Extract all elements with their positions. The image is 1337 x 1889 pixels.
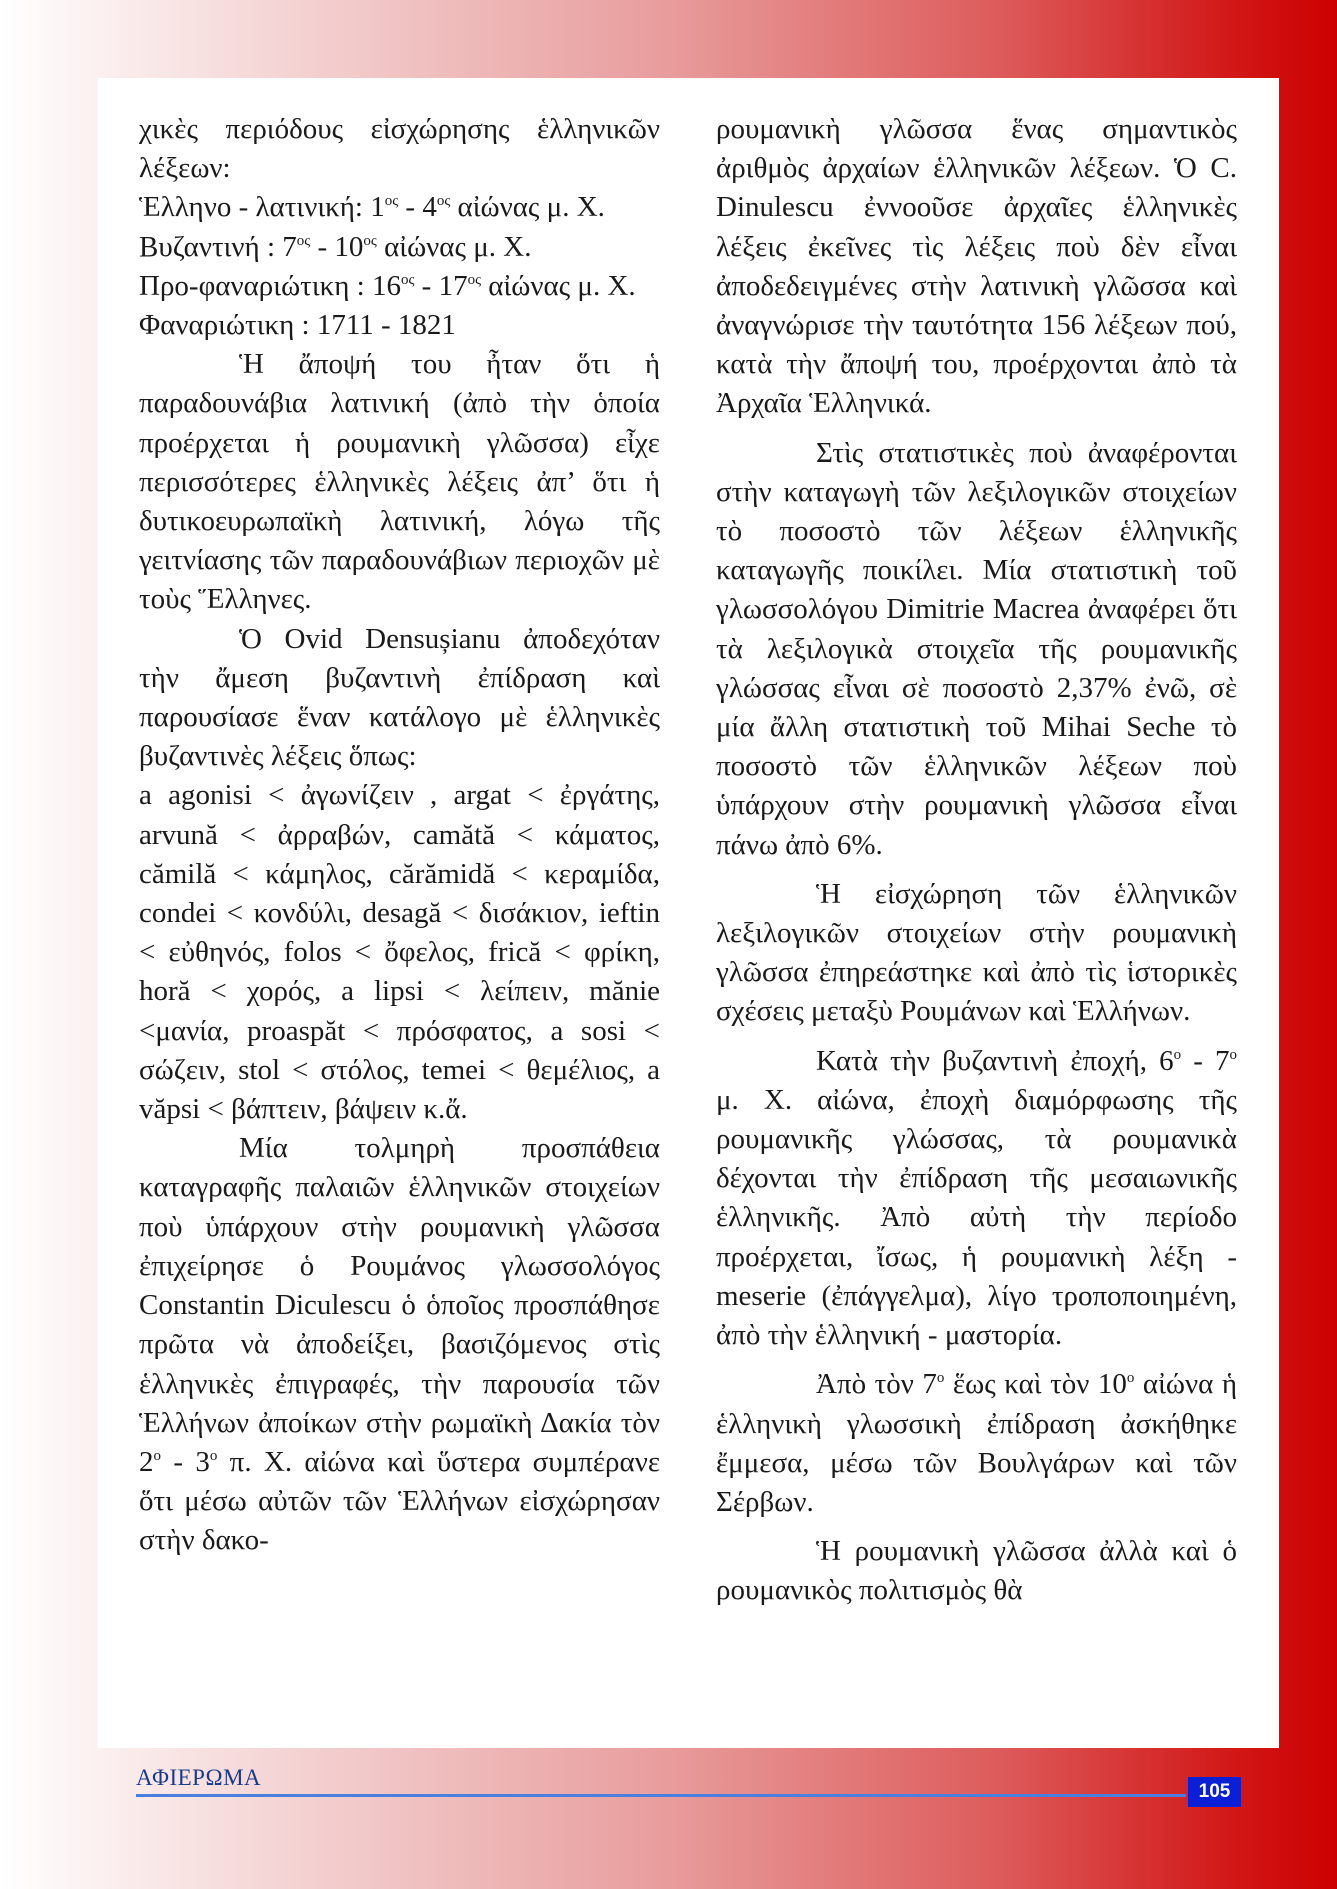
page-number: 105 bbox=[1188, 1777, 1241, 1807]
paragraph: Ἡ εἰσχώρηση τῶν ἑλληνικῶν λεξιλογικῶν στοιχείων στὴν ρουμανικὴ γλῶσσα ἐπηρεάστηκε καὶ ἀπὸ τὶς ἱστορικὲς σχέσεις μεταξὺ Ρουμάνων καὶ Ἑλλήνων. bbox=[716, 877, 1237, 1028]
period-line: Φαναριώτικη : 1711 - 1821 bbox=[139, 309, 456, 342]
paragraph: Ἡ ρουμανικὴ γλῶσσα ἀλλὰ καὶ ὁ ρουμανικὸς πολιτισμὸς θὰ bbox=[716, 1535, 1237, 1607]
paragraph: Μία τολμηρὴ προσπάθεια καταγραφῆς παλαιῶν ἑλληνικῶν στοιχείων ποὺ ὑπάρχουν στὴν ρουμανικὴ γλῶσσα ἐπιχείρησε ὁ Ρουμάνος γλωσσολόγος Constantin Diculescu ὁ ὁποῖος προσπάθησε πρῶτα νὰ ἀποδείξει, βασιζόμενος στὶς ἑλληνικὲς ἐπιγραφές, τὴν παρουσία τῶν Ἑλλήνων ἀποίκων στὴν ρωμαϊκὴ Δακία τὸν $2^o - 3^o$ π. Χ. αἰώνα καὶ ὕστερα συμπέρανε ὅτι μέσω αὐτῶν τῶν Ἑλλήνων εἰσχώρησαν στὴν δακο- bbox=[139, 1132, 660, 1557]
paragraph: Κατὰ τὴν βυζαντινὴ ἐποχή, $6^o - 7^o$ μ. Χ. αἰώνα, ἐποχὴ διαμόρφωσης τῆς ρουμανικῆς γλώσσας, τὰ ρουμανικὰ δέχονται τὴν ἐπίδραση τῆς μεσαιωνικῆς ἑλληνικῆς. Ἀπὸ αὐτὴ τὴν περίοδο προέρχεται, ἴσως, ἡ ρουμανικὴ λέξη -meserie (ἐπάγγελμα), λίγο τροποποιημένη, ἀπὸ τὴν ἑλληνική - μαστορία. bbox=[716, 1044, 1237, 1352]
word-list: a agonisi < ἀγωνίζειν , argat < ἐργάτης, arvună < ἀρραβών, camătă < κάματος, cămilă < κάμηλος, cărămidă < κεραμίδα, condei < κονδύλι, desagă < δισάκιον, ieftin < εὐθηνός, folos < ὄφελος, frică < φρίκη, horă < χορός, a lipsi < λείπειν, mănie <μανία, proaspăt < πρόσφατος, a sosi < σώζειν, stol < στόλος, temei < θεμέλιος, a văpsi < βάπτειν, βάψειν κ.ἄ. bbox=[139, 779, 660, 1126]
section-label: ΑΦΙΕΡΩΜΑ bbox=[136, 1765, 262, 1790]
paragraph: χικὲς περιόδους εἰσχώρησης ἑλληνικῶν λέξεων: bbox=[139, 113, 660, 185]
paragraph: Ἀπὸ τὸν $7^o$ ἕως καὶ τὸν $10^o$ αἰώνα ἡ ἑλληνικὴ γλωσσικὴ ἐπίδραση ἀσκήθηκε ἔμμεσα, μέσω τῶν Βουλγάρων καὶ τῶν Σέρβων. bbox=[716, 1368, 1237, 1518]
period-line: Προ-φαναριώτικη : $16^{o\varsigma} - 17^{o\varsigma}$ αἰώνας μ. Χ. bbox=[139, 269, 636, 302]
left-column bbox=[139, 110, 660, 1561]
paragraph: Στὶς στατιστικὲς ποὺ ἀναφέρονται στὴν καταγωγὴ τῶν λεξιλογικῶν στοιχείων τὸ ποσοστὸ τῶν λέξεων ἑλληνικῆς καταγωγῆς ποικίλει. Μία στατιστικὴ τοῦ γλωσσολόγου Dimitrie Macrea ἀναφέρει ὅτι τὰ λεξιλογικὰ στοιχεῖα τῆς ρουμανικῆς γλώσσας εἶναι σὲ ποσοστὸ 2,37% ἐνῶ, σὲ μία ἄλλη στατιστικὴ τοῦ Mihai Seche τὸ ποσοστὸ τῶν ἑλληνικῶν λέξεων ποὺ ὑπάρχουν στὴν ρουμανικὴ γλῶσσα εἶναι πάνω ἀπὸ 6%. bbox=[716, 436, 1237, 861]
paragraph: Ὁ Ovid Densușianu ἀποδεχόταν τὴν ἄμεση βυζαντινὴ ἐπίδραση καὶ παρουσίασε ἕναν κατάλογο μὲ ἑλληνικὲς βυζαντινὲς λέξεις ὅπως: bbox=[139, 622, 660, 773]
paragraph: Ἡ ἄποψή του ἦταν ὅτι ἡ παραδουνάβια λατινική (ἀπὸ τὴν ὁποία προέρχεται ἡ ρουμανικὴ γλῶσσα) εἶχε περισσότερες ἑλληνικὲς λέξεις ἀπ’ ὅτι ἡ δυτικοευρωπαϊκὴ λατινική, λόγω τῆς γειτνίασης τῶν παραδουνάβιων περιοχῶν μὲ τοὺς Ἕλληνες. bbox=[139, 348, 660, 616]
right-column bbox=[716, 110, 1237, 1611]
paragraph: ρουμανικὴ γλῶσσα ἕνας σημαντικὸς ἀριθμὸς ἀρχαίων ἑλληνικῶν λέξεων. Ὁ C. Dinulescu ἐννοοῦσε ἀρχαῖες ἑλληνικὲς λέξεις ἐκεῖνες τὶς λέξεις ποὺ δὲν εἶναι ἀποδεδειγμένες στὴν λατινικὴ γλῶσσα καὶ ἀναγνώρισε τὴν ταυτότητα 156 λέξεων πού, κατὰ τὴν ἄποψή του, προέρχονται ἀπὸ τὰ Ἀρχαῖα Ἑλληνικά. bbox=[716, 113, 1237, 420]
period-line: Βυζαντινή : $7^{o\varsigma} - 10^{o\varsigma}$ αἰώνας μ. Χ. bbox=[139, 230, 532, 263]
period-line: Ἑλληνο - λατινική: $1^{o\varsigma} - 4^{o\varsigma}$ αἰώνας μ. Χ. bbox=[139, 191, 605, 224]
footer-divider bbox=[136, 1794, 1186, 1797]
